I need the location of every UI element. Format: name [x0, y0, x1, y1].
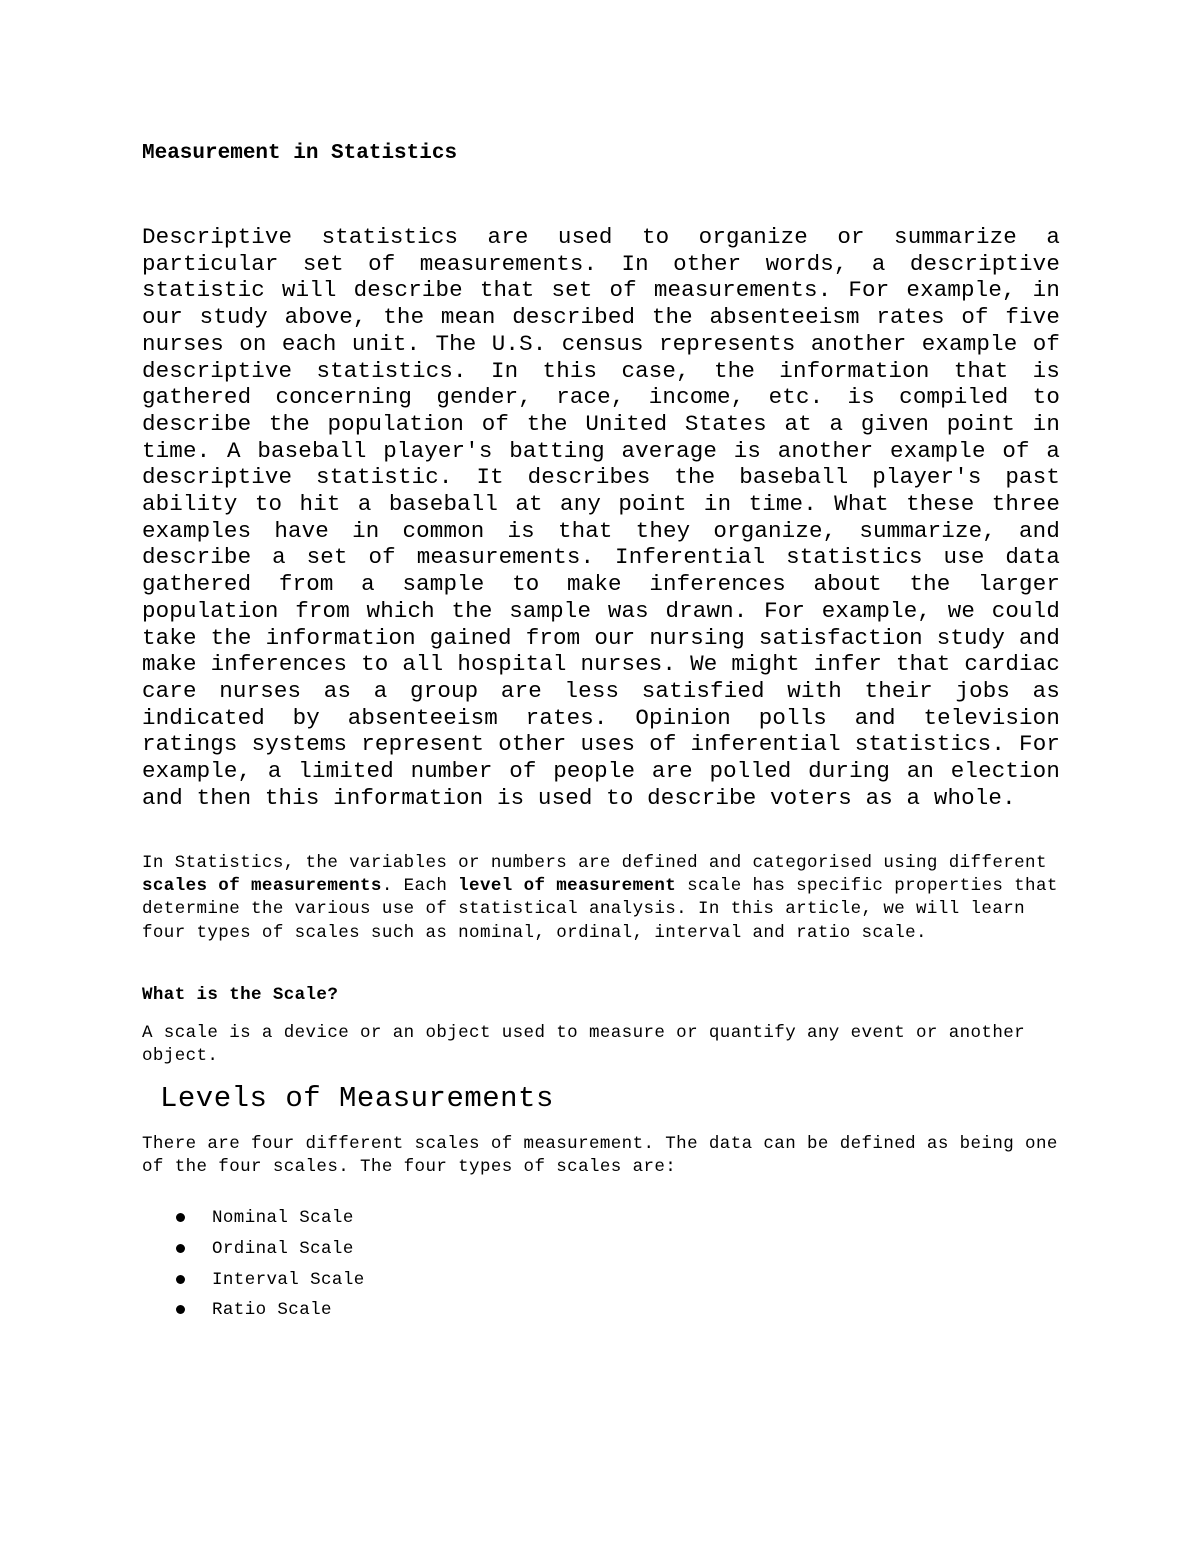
list-item — [142, 1298, 365, 1329]
document-title: Measurement in Statistics — [142, 142, 458, 165]
scale-types-list — [142, 1206, 365, 1329]
bullet-icon — [176, 1244, 185, 1253]
bullet-icon — [176, 1213, 185, 1222]
list-item-label: Nominal Scale — [212, 1208, 354, 1228]
list-item — [142, 1268, 365, 1299]
what-is-scale-heading: What is the Scale? — [142, 985, 339, 1005]
scale-definition: A scale is a device or an object used to measure or quantify any event or another object. — [142, 1023, 1026, 1067]
list-item-label: Ratio Scale — [212, 1300, 332, 1321]
scales-paragraph-text: scale has specific properties that determine the various use of statistical analysis. In this article, we will learn four types of scales such as nominal, ordinal, interval and ratio scale. — [142, 876, 1058, 943]
intro-paragraph: Descriptive statistics are used to organize or summarize a particular set of measurements. In other words, a descriptive statistic will describe that set of measurements. For example, in our study above, the mean described the absenteeism rates of five nurses on each unit. The U.S. census represents another example of descriptive statistics. In this case, the information that is gathered concerning gender, race, income, etc. is compiled to describe the population of the United States at a given point in time. A baseball player's batting average is another example of a descriptive statistic. It describes the baseball player's past ability to hit a baseball at any point in time. What these three examples have in common is that they organize, summarize, and describe a set of measurements. Inferential statistics use data gathered from a sample to make inferences about the larger population from which the sample was drawn. For example, we could take the information gained from our nursing satisfaction study and make inferences to all hospital nurses. We might infer that cardiac care nurses as a group are less satisfied with their jobs as indicated by absenteeism rates. Opinion polls and television ratings systems represent other uses of inferential statistics. For example, a limited number of people are polled during an election and then this information is used to describe voters as a whole. — [142, 224, 1060, 811]
levels-intro: There are four different scales of measurement. The data can be defined as being one of the four scales. The four types of scales are: — [142, 1134, 1058, 1178]
list-item-label: Ordinal Scale — [212, 1238, 354, 1259]
scales-paragraph-text: . Each — [381, 876, 459, 897]
list-item — [142, 1237, 365, 1268]
bullet-icon — [176, 1305, 185, 1314]
bullet-icon — [176, 1275, 185, 1284]
list-item — [142, 1206, 365, 1237]
levels-heading: Levels of Measurements — [160, 1082, 554, 1115]
scales-paragraph-text: In Statistics, the variables or numbers are defined and categorised using different — [142, 853, 1047, 873]
list-item-label: Interval Scale — [212, 1269, 365, 1290]
level-of-measurement-bold: level of measurement — [458, 876, 677, 897]
scales-of-measurements-bold: scales of measurements — [142, 876, 382, 897]
scales-paragraph — [142, 852, 1060, 945]
